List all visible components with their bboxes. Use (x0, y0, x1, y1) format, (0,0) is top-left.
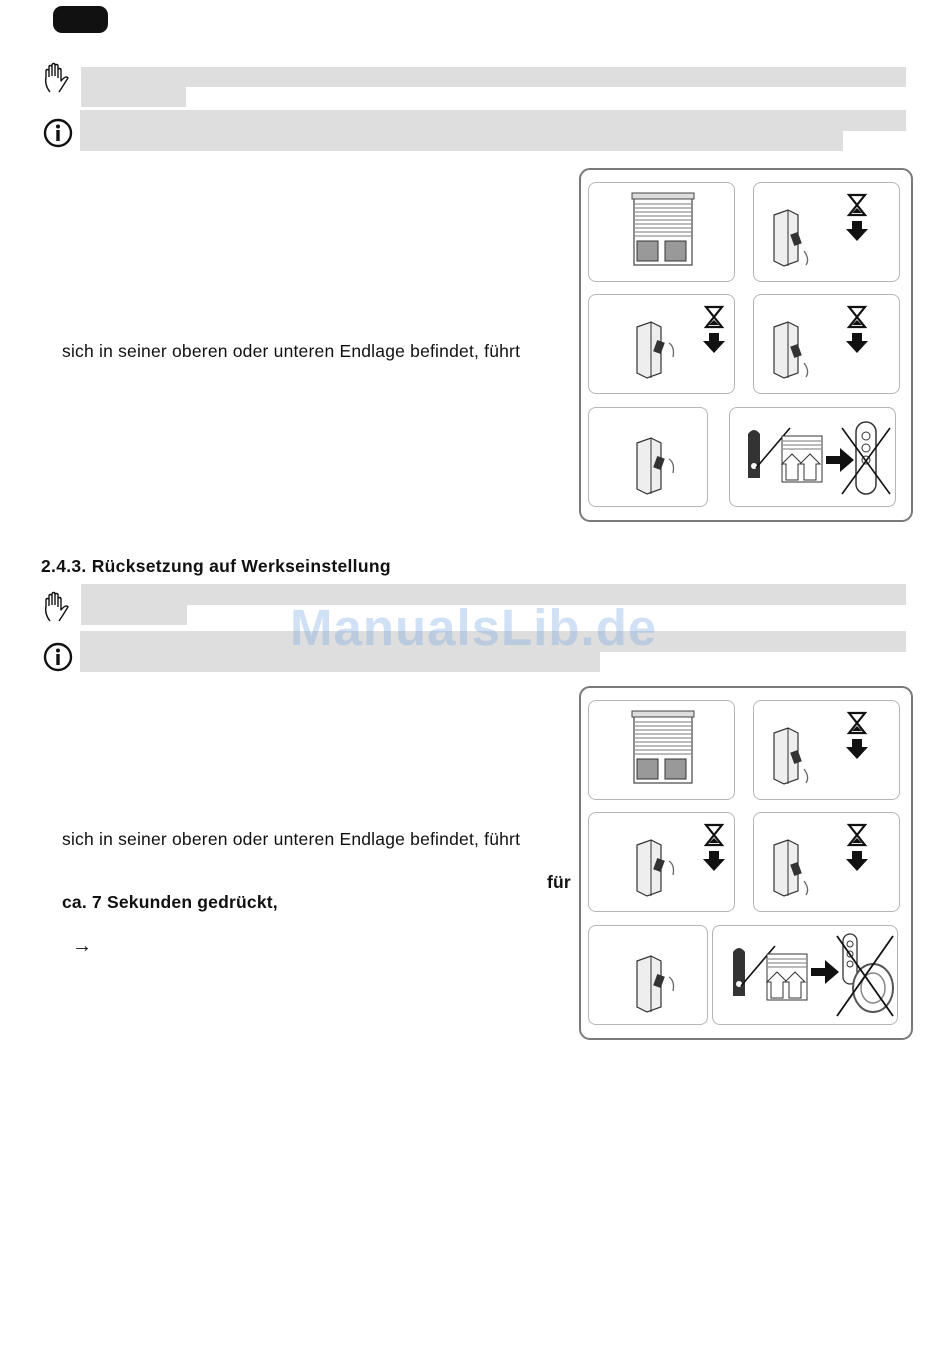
circuit-breaker-off-icon (754, 701, 899, 799)
remote-control-icon (730, 408, 895, 506)
circuit-breaker-on-icon (589, 926, 707, 1024)
step-shutter-cell (588, 700, 735, 800)
roller-shutter-icon (589, 701, 734, 799)
step-breaker-off-cell (753, 182, 900, 282)
illustration-panel-1 (579, 168, 913, 522)
step-breaker-on-cell-2 (588, 407, 708, 507)
circuit-breaker-off-icon (754, 183, 899, 281)
hand-stop-icon (42, 591, 72, 623)
language-badge (53, 6, 108, 33)
warning-highlight-end (81, 605, 187, 625)
warning-highlight (81, 67, 906, 87)
wall-switch-icon (713, 926, 897, 1024)
info-circle-icon (42, 641, 74, 673)
info-circle-icon (42, 117, 74, 149)
info-highlight-end (80, 131, 843, 151)
hand-stop-icon (42, 62, 72, 94)
step-breaker-on-cell-2 (588, 925, 708, 1025)
warning-highlight-end (81, 87, 186, 107)
step-breaker-on-cell (588, 812, 735, 912)
section2-body-text: sich in seiner oberen oder unteren Endlage befindet, führt (62, 829, 521, 849)
step-shutter-cell (588, 182, 735, 282)
step-remote-cross-cell (729, 407, 896, 507)
section2-bold-fuer: für (547, 872, 571, 892)
circuit-breaker-off-icon (754, 295, 899, 393)
step-breaker-off-cell-2 (753, 812, 900, 912)
step-breaker-on-cell (588, 294, 735, 394)
circuit-breaker-on-icon (589, 408, 707, 506)
section2-bold-duration: ca. 7 Sekunden gedrückt, (62, 892, 278, 912)
result-arrow: → (72, 935, 93, 957)
section-heading: 2.4.3. Rücksetzung auf Werkseinstellung (41, 556, 391, 576)
circuit-breaker-off-icon (754, 813, 899, 911)
circuit-breaker-on-icon (589, 295, 734, 393)
section1-body-text: sich in seiner oberen oder unteren Endlage befindet, führt (62, 341, 521, 361)
circuit-breaker-on-icon (589, 813, 734, 911)
watermark: ManualsLib.de (290, 599, 658, 656)
illustration-panel-2 (579, 686, 913, 1040)
roller-shutter-icon (589, 183, 734, 281)
step-wall-switch-cross-cell (712, 925, 898, 1025)
step-breaker-off-cell (753, 700, 900, 800)
step-breaker-off-cell-2 (753, 294, 900, 394)
info-highlight (80, 110, 906, 131)
